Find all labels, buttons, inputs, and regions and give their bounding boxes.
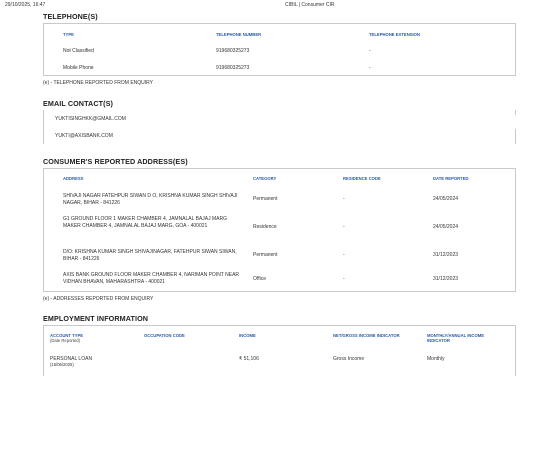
- col-account-type: [50, 333, 83, 343]
- address-residence-code: -: [343, 224, 345, 230]
- address-text: AXIS BANK GROUND FLOOR MAKER CHAMBER 4, NARIMAN POINT NEAR VIDHAN BHAVAN, MAHARASHTRA - 400021: [63, 272, 240, 285]
- date-reported-value: (15/06/2025): [50, 362, 74, 367]
- addresses-card: [43, 168, 516, 292]
- phone-type: Mobile Phone: [63, 65, 94, 71]
- employment-monthly-annual: Monthly: [427, 356, 445, 362]
- employment-net-gross: Gross Income: [333, 356, 365, 362]
- address-residence-code: -: [343, 196, 345, 202]
- address-date: 31/12/2023: [433, 276, 459, 282]
- card-border-right: [515, 129, 516, 144]
- col-account-type-sub: (Date Reported): [50, 338, 81, 343]
- address-date: 24/05/2024: [433, 196, 459, 202]
- email-item: YUKTISINGHKK@GMAIL.COM: [55, 116, 126, 122]
- col-occupation-code: OCCUPATION CODE: [144, 333, 185, 338]
- employment-income: ₹ 51,106: [239, 356, 259, 362]
- phone-extension: -: [369, 65, 371, 71]
- employment-heading: EMPLOYMENT INFORMATION: [43, 314, 149, 323]
- address-residence-code: -: [343, 276, 345, 282]
- col-date-reported: DATE REPORTED: [433, 176, 469, 181]
- telephones-note: (e) - TELEPHONE REPORTED FROM ENQUIRY: [43, 80, 154, 86]
- card-border-left: [43, 325, 44, 376]
- address-date: 31/12/2023: [433, 252, 459, 258]
- account-type-value: PERSONAL LOAN: [50, 356, 93, 362]
- address-category: Office: [253, 276, 266, 282]
- phone-number: 919680325273: [216, 65, 250, 71]
- col-residence-code: RESIDENCE CODE: [343, 176, 381, 181]
- card-border-top: [43, 325, 516, 326]
- print-header: [5, 2, 546, 12]
- phone-number: 919680325273: [216, 48, 250, 54]
- phone-type: Not Classified: [63, 48, 94, 54]
- address-residence-code: -: [343, 252, 345, 258]
- address-category: Permanent: [253, 252, 278, 258]
- col-type: TYPE: [63, 32, 74, 37]
- col-telephone-extension: TELEPHONE EXTENSION: [369, 32, 420, 37]
- card-border-right: [515, 110, 516, 115]
- col-address: ADDRESS: [63, 176, 84, 181]
- emails-heading: EMAIL CONTACT(S): [43, 99, 114, 108]
- col-category: CATEGORY: [253, 176, 277, 181]
- phone-extension: -: [369, 48, 371, 54]
- col-account-type-label: ACCOUNT TYPE: [50, 333, 84, 338]
- print-date: 29/10/2025, 16:47: [5, 2, 46, 8]
- col-income: INCOME: [239, 333, 256, 338]
- addresses-heading: CONSUMER'S REPORTED ADDRESS(ES): [43, 157, 188, 166]
- card-border-left: [43, 110, 44, 144]
- addresses-note: (e) - ADDRESSES REPORTED FROM ENQUIRY: [43, 296, 154, 302]
- employment-account-type: [50, 356, 92, 368]
- telephones-card: [43, 23, 516, 76]
- telephones-heading: TELEPHONE(S): [43, 12, 98, 21]
- col-net-gross: NET/GROSS INCOME INDICATOR: [333, 333, 400, 338]
- card-border-right: [515, 325, 516, 376]
- address-date: 24/05/2024: [433, 224, 459, 230]
- col-monthly-annual: MONTHLY/ANNUAL INCOME INDICATOR: [427, 333, 484, 343]
- print-title: CIBIL | Consumer CIR: [285, 2, 335, 8]
- col-telephone-number: TELEPHONE NUMBER: [216, 32, 262, 37]
- address-text: D/O: KRISHNA KUMAR SINGH SHIVAJINAGAR, FATEHPUR SIWAN SIWAN, BIHAR - 841226: [63, 249, 237, 262]
- address-text: G1 GROUND FLOOR 1 MAKER CHAMBER 4, JAMNALAL BAJAJ MARG MAKER CHAMBER 4, JAMNALAL BAJAJ MARG, GOA - 400021: [63, 216, 228, 229]
- employment-card: [43, 325, 516, 376]
- address-category: Residence: [253, 224, 277, 230]
- address-text: SHIVAJI NAGAR FATEHPUR SIWAN D O, KRISHNA KUMAR SINGH SHIVAJI NAGAR, BIHAR - 841226: [63, 193, 238, 206]
- address-category: Permanent: [253, 196, 278, 202]
- email-item: YUKTI@AXISBANK.COM: [55, 133, 113, 139]
